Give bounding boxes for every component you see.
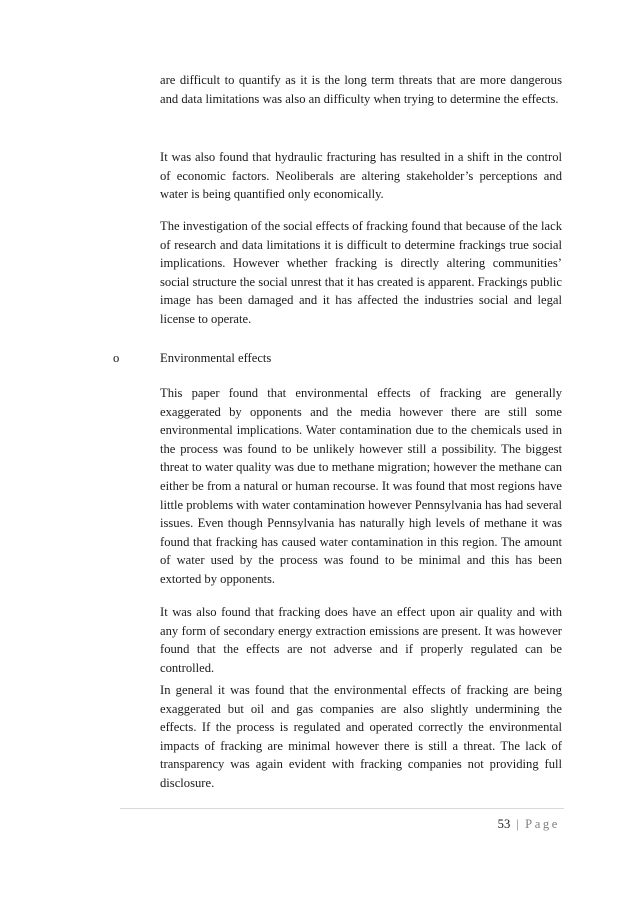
page-number: 53 [497,817,511,831]
section-heading-environmental-effects [113,349,271,368]
paragraph-social-effects: The investigation of the social effects of fracking found that because of the lack of research and data limitations it is difficult to determine frackings true social implications. However whether fracking is directly altering communities’ social structure the social unrest that it has created is apparent. Frackings public image has been damaged and it has affected the industries social and legal license to operate. [160,219,562,326]
page-label: Page [525,817,560,831]
paragraph-data-limitations: are difficult to quantify as it is the long term threats that are more dangerous and data limitations was also an difficulty when trying to determine the effects. [160,73,562,106]
paragraph-general-conclusion: In general it was found that the environmental effects of fracking are being exaggerated but oil and gas companies are also slightly undermining the effects. If the process is regulated and operated correctly the environmental impacts of fracking are minimal however there is still a threat. The lack of transparency was again evident with fracking companies not providing full disclosure. [160,683,562,790]
footer-separator: | [516,817,519,831]
paragraph-economic-factors: It was also found that hydraulic fracturing has resulted in a shift in the control of economic factors. Neoliberals are altering stakeholder’s perceptions and water is being quantified only economically. [160,150,562,202]
paragraph-air-quality: It was also found that fracking does have an effect upon air quality and with any form of secondary energy extraction emissions are present. It was however found that the effects are not adverse and if properly regulated can be controlled. [160,605,562,675]
page-footer [498,815,560,833]
bullet-marker: o [113,351,120,365]
section-heading-text: Environmental effects [160,351,272,365]
paragraph-environmental-findings: This paper found that environmental effects of fracking are generally exaggerated by opponents and the media however there are still some environmental implications. Water contamination due to the chemicals used in the process was found to be unlikely however still a possibility. The biggest threat to water quality was due to methane migration; however the methane can either be from a natural or human recourse. It was found that most regions have little problems with water contamination however Pennsylvania has had several issues. Even though Pennsylvania has naturally high levels of methane it was found that fracking has caused water contamination in this region. The amount of water used by the process was found to be minimal and this has been extorted by opponents. [160,386,562,586]
footer-divider [120,808,564,809]
